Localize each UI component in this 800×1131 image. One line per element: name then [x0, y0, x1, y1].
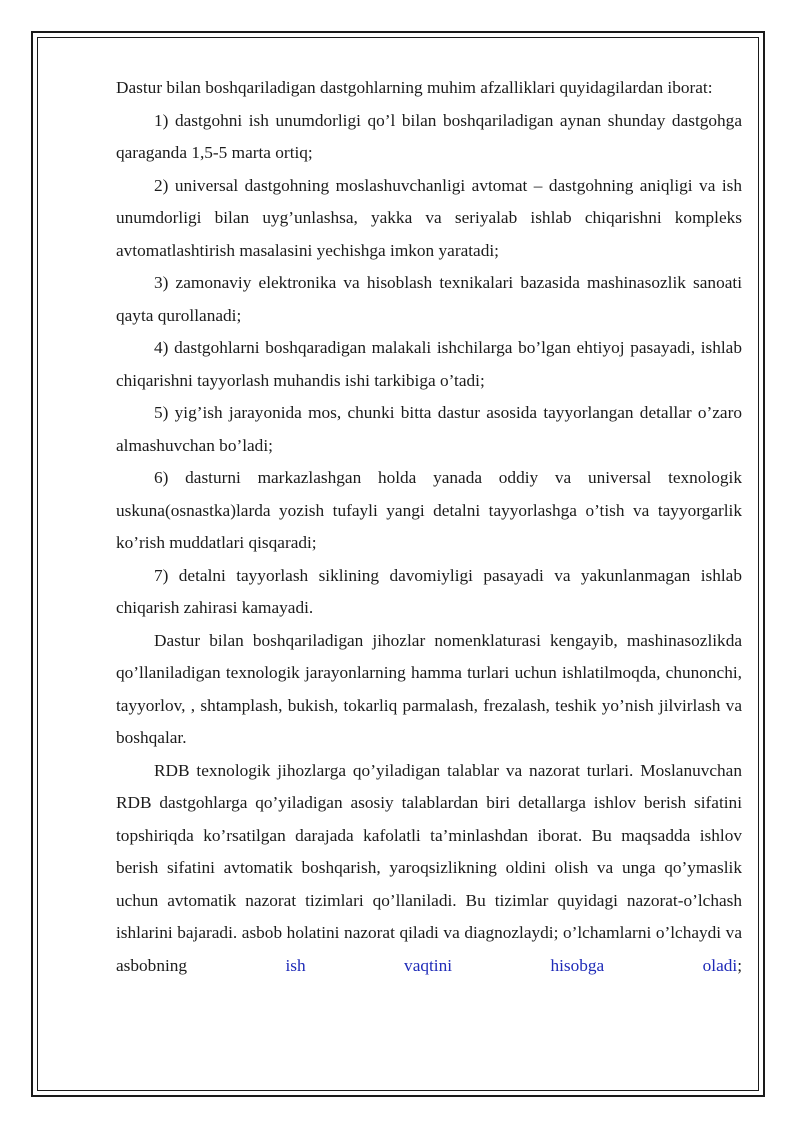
list-item-2: 2) universal dastgohning moslashuvchanligi avtomat – dastgohning aniqligi va ish unumdorligi bilan uyg’unlashsa, yakka va seriyalab ishlab chiqarishni kompleks avtomatlashtirish masalasini yechishga imkon yaratadi; [116, 175, 742, 260]
list-item-6: 6) dasturni markazlashgan holda yanada oddiy va universal texnologik uskuna(osnastka)larda yozish tufayli yangi detalni tayyorlashga o’tish va tayyorgarlik ko’rish muddatlari qisqaradi; [116, 468, 742, 552]
list-item-1: 1) dastgohni ish unumdorligi qo’l bilan boshqariladigan aynan shunday dastgohga qaraganda 1,5-5 marta ortiq; [116, 110, 742, 162]
list-item-5: 5) yig’ish jarayonida mos, chunki bitta dastur asosida tayyorlangan detallar o’zaro almashuvchan bo’ladi; [116, 403, 742, 455]
document-body [116, 72, 742, 982]
highlighted-text: ish vaqtini hisobga oladi [285, 955, 738, 975]
list-item-3: 3) zamonaviy elektronika va hisoblash texnikalari bazasida mashinasozlik sanoati qayta qurollanadi; [116, 273, 742, 325]
list-item-4: 4) dastgohlarni boshqaradigan malakali ishchilarga bo’lgan ehtiyoj pasayadi, ishlab chiqarishni tayyorlash muhandis ishi tarkibiga o’tadi; [116, 338, 742, 390]
list-item-7: 7) detalni tayyorlash siklining davomiyligi pasayadi va yakunlanmagan ishlab chiqarish zahirasi kamayadi. [116, 565, 742, 617]
paragraph-intro: Dastur bilan boshqariladigan dastgohlarning muhim afzalliklari quyidagilardan iborat: [116, 78, 713, 97]
paragraph-requirements [116, 755, 742, 983]
paragraph-requirements-trailing: ; [737, 955, 742, 975]
paragraph-requirements-text: RDB texnologik jihozlarga qo’yiladigan talablar va nazorat turlari. Moslanuvchan RDB dastgohlarga qo’yiladigan asosiy talablardan biri detallarga ishlov berish sifatini topshiriqda ko’rsatilgan darajada kafolatli ta’minlashdan iborat. Bu maqsadda ishlov berish sifatini avtomatik boshqarish, yaroqsizlikning oldini olish va unga qo’ymaslik uchun avtomatik nazorat tizimlari qo’llaniladi. Bu tizimlar quyidagi nazorat-o’lchash ishlarini bajaradi. asbob holatini nazorat qiladi va diagnozlaydi; o’lchamlarni o’lchaydi va asbobning [116, 760, 742, 975]
paragraph-equipment: Dastur bilan boshqariladigan jihozlar nomenklaturasi kengayib, mashinasozlikda qo’llaniladigan texnologik jarayonlarning hamma turlari uchun ishlatilmoqda, chunonchi, tayyorlov, , shtamplash, bukish, tokarliq parmalash, frezalash, teshik yo’nish jilvirlash va boshqalar. [116, 630, 742, 747]
